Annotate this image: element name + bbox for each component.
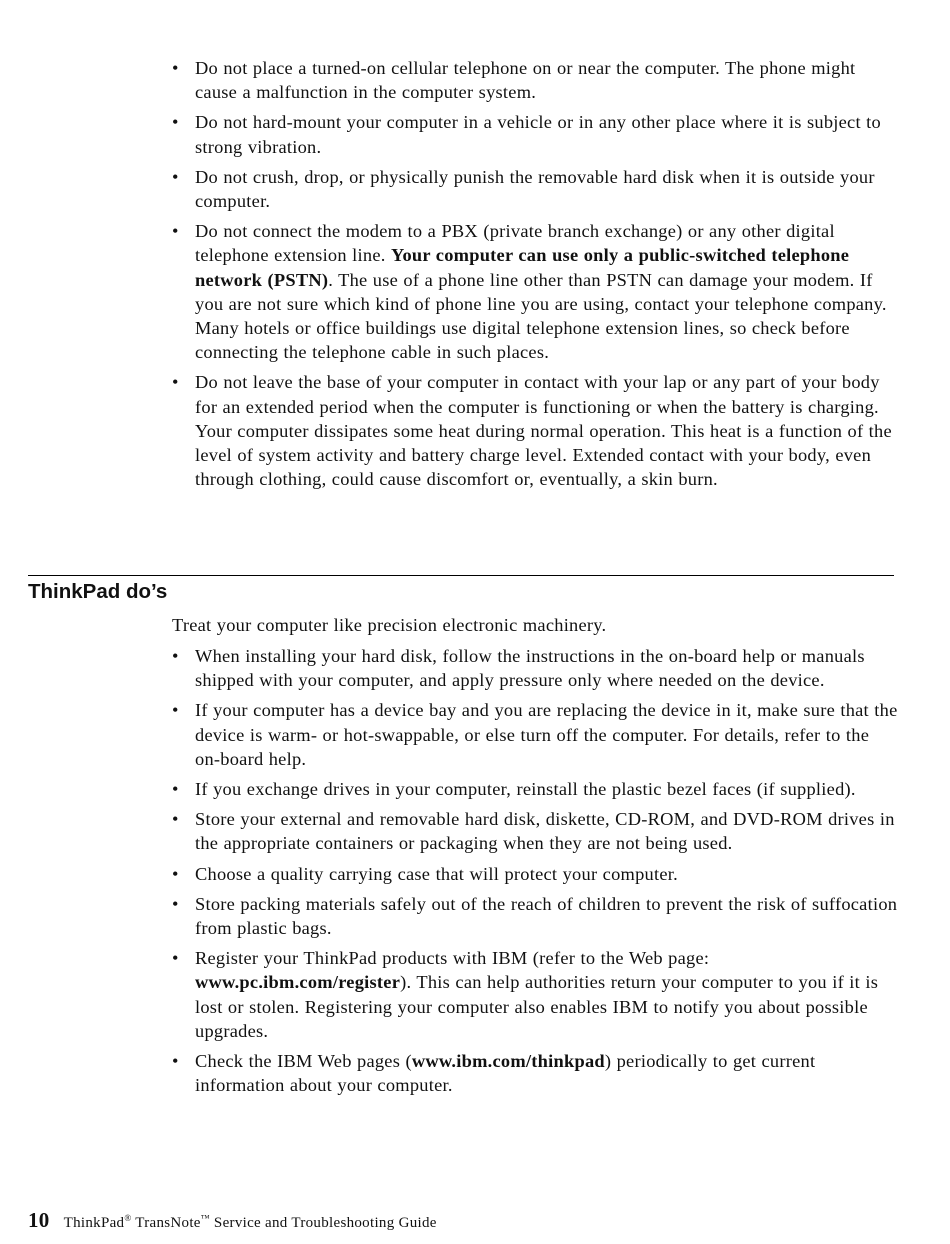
dos-list	[172, 644, 898, 1103]
list-item	[172, 219, 898, 364]
bullet-icon: •	[172, 948, 179, 969]
bullet-icon: •	[172, 1051, 179, 1072]
bullet-icon: •	[172, 646, 179, 666]
item-text: Do not leave the base of your computer in contact with your lap or any part of your body for an extended period when the computer is functioning or when the battery is charging. Your computer dissipates some heat during normal operation. This heat is a function of the level of system activity and battery charge level. Extended contact with your body, even through clothing, could cause discomfort or, eventually, a skin burn.	[195, 372, 892, 490]
bullet-icon: •	[172, 779, 179, 800]
bullet-icon: •	[172, 166, 179, 187]
bullet-icon: •	[172, 809, 179, 830]
bullet-icon: •	[172, 221, 179, 242]
item-text: Check the IBM Web pages (	[195, 1051, 412, 1072]
page-number: 10	[28, 1208, 50, 1232]
item-text: Store packing materials safely out of the reach of children to prevent the risk of suffocation from plastic bags.	[195, 893, 898, 939]
section-rule	[28, 575, 894, 576]
precautions-list	[172, 56, 898, 497]
emphasis-text: www.ibm.com/thinkpad	[411, 1051, 605, 1072]
section-heading: ThinkPad do’s	[28, 580, 168, 603]
list-item	[172, 892, 898, 940]
footer-title: ThinkPad® TransNote™ Service and Troubleshooting Guide	[63, 1213, 437, 1231]
bullet-icon: •	[172, 863, 179, 884]
bullet-icon: •	[172, 58, 179, 78]
bullet-icon: •	[172, 700, 179, 721]
item-text: Do not hard-mount your computer in a vehicle or in any other place where it is subject to strong vibration.	[195, 112, 881, 157]
item-text: Choose a quality carrying case that will protect your computer.	[195, 863, 678, 884]
list-item	[172, 370, 898, 491]
item-text: Do not connect the modem to a PBX (private branch exchange) or any other digital telephone extension line.	[195, 221, 835, 266]
item-text: Do not crush, drop, or physically punish the removable hard disk when it is outside your computer.	[195, 166, 875, 212]
item-text: Store your external and removable hard disk, diskette, CD-ROM, and DVD-ROM drives in the appropriate containers or packaging when they are not being used.	[195, 809, 895, 854]
item-text: Do not place a turned-on cellular telephone on or near the computer. The phone might cause a malfunction in the computer system.	[195, 58, 856, 103]
list-item	[172, 56, 898, 104]
list-item	[172, 807, 898, 855]
page-footer	[28, 1206, 437, 1237]
list-item	[172, 777, 898, 801]
item-text: If your computer has a device bay and you are replacing the device in it, make sure that the device is warm- or hot-swappable, or else turn off the computer. For details, refer to the on-board help.	[195, 700, 898, 769]
list-item	[172, 644, 898, 692]
item-text: ) periodically to get current information about your computer.	[195, 1051, 816, 1096]
item-text: Register your ThinkPad products with IBM (refer to the Web page:	[195, 948, 710, 969]
list-item	[172, 165, 898, 213]
item-text: . The use of a phone line other than PSTN can damage your modem. If you are not sure which kind of phone line you are using, contact your telephone company. Many hotels or office buildings use digital telephone extension lines, so check before connecting the telephone cable in such places.	[195, 269, 887, 363]
bullet-icon: •	[172, 372, 179, 393]
bullet-icon: •	[172, 112, 179, 133]
item-text: ). This can help authorities return your computer to you if it is lost or stolen. Registering your computer also enables IBM to notify you about possible upgrades.	[195, 972, 879, 1041]
list-item	[172, 946, 898, 1043]
bullet-icon: •	[172, 893, 179, 914]
list-item	[172, 1049, 898, 1097]
emphasis-text: www.pc.ibm.com/register	[195, 972, 401, 993]
item-text: When installing your hard disk, follow the instructions in the on-board help or manuals shipped with your computer, and apply pressure only where needed on the device.	[195, 646, 865, 691]
list-item	[172, 698, 898, 771]
emphasis-text: Your computer can use only a public-switched telephone network (PSTN)	[195, 245, 850, 290]
list-item	[172, 110, 898, 158]
item-text: If you exchange drives in your computer, reinstall the plastic bezel faces (if supplied).	[195, 779, 856, 800]
list-item	[172, 862, 898, 886]
section-intro: Treat your computer like precision electronic machinery.	[172, 615, 607, 635]
